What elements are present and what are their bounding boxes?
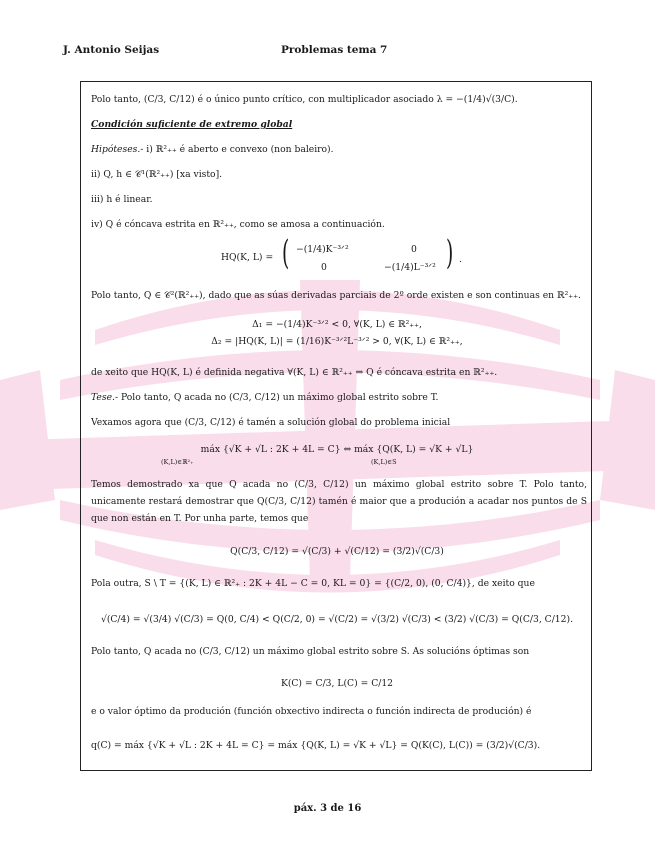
thesis-label: Tese.: [91, 392, 115, 403]
thesis-text: - Polo tanto, Q acada no (C/3, C/12) un máximo global estrito sobre T.: [114, 392, 439, 403]
hypothesis-i: [91, 144, 334, 156]
hessian-label: HQ(K, L) =: [221, 252, 274, 263]
minor-delta-1: Δ₁ = −(1/4)K⁻³ᐟ² < 0, ∀(K, L) ∈ ℝ²₊₊,: [252, 319, 422, 330]
class-c2-line: Polo tanto, Q ∈ 𝒞²(ℝ²₊₊), dado que as súas derivadas parciais de 2º orde existen e son continuas en ℝ²₊₊.: [91, 290, 581, 301]
matrix-period: .: [459, 254, 462, 265]
optimal-solutions: K(C) = C/3, L(C) = C/12: [280, 678, 394, 689]
hypothesis-iii: iii) h é linear.: [91, 194, 153, 205]
hypothesis-label: Hipóteses.: [91, 144, 141, 155]
set-difference-line: Pola outra, S \ T = {(K, L) ∈ ℝ²₊ : 2K + 4L − C = 0, KL = 0} = {(C/2, 0), (0, C/4)}, de xeito que: [91, 578, 535, 589]
page-number: páx. 3 de 16: [293, 803, 362, 814]
minor-delta-2: Δ₂ = |HQ(K, L)| = (1/16)K⁻³ᐟ²L⁻³ᐟ² > 0, ∀(K, L) ∈ ℝ²₊₊,: [211, 336, 463, 347]
temos-paragraph: Temos demostrado xa que Q acada no (C/3, C/12) un máximo global estrito sobre T. Polo tanto, unicamente restará demostrar que Q(C/3, C/12) tamén é maior que a produción a acadar nos puntos de S que non están en T. Por unha parte, temos que: [91, 479, 587, 524]
content-frame: [80, 81, 592, 771]
critical-point-line: Polo tanto, (C/3, C/12) é o único punto crítico, con multiplicador asociado λ = −(1/4)√(3/C).: [91, 94, 518, 105]
matrix-cell-22: −(1/4)L⁻³ᐟ²: [384, 262, 436, 273]
inequality-chain: √(C/4) = √(3/4) √(C/3) = Q(0, C/4) < Q(C/2, 0) = √(C/2) = √(3/2) √(C/3) < (3/2) √(C/3) = Q(C/3, C/12).: [100, 614, 574, 625]
equivalent-problems: máx {√K + √L : 2K + 4L = C} ⇔ máx {Q(K, L) = √K + √L}: [200, 444, 474, 455]
hypothesis-iv: iv) Q é cóncava estrita en ℝ²₊₊, como se amosa a continuación.: [91, 219, 385, 230]
indirect-function-equation: q(C) = máx {√K + √L : 2K + 4L = C} = máx {Q(K, L) = √K + √L} = Q(K(C), L(C)) = (3/2)√(C/3).: [91, 740, 541, 751]
max-subscript-2: (K,L)∈S: [371, 458, 397, 466]
global-max-line: Polo tanto, Q acada no (C/3, C/12) un máximo global estrito sobre S. As solucións óptimas son: [91, 646, 530, 657]
vexamos-line: Vexamos agora que (C/3, C/12) é tamén a solución global do problema inicial: [91, 417, 451, 428]
header-author: J. Antonio Seijas: [63, 44, 160, 56]
matrix-cell-11: −(1/4)K⁻³ᐟ²: [296, 244, 349, 255]
header-title: Problemas tema 7: [281, 44, 388, 56]
optimal-value-line: e o valor óptimo da produción (función obxectivo indirecta o función indirecta de produción) é: [91, 706, 532, 717]
hypothesis-ii: ii) Q, h ∈ 𝒞¹(ℝ²₊₊) [xa visto].: [91, 169, 223, 180]
q-value-equation: Q(C/3, C/12) = √(C/3) + √(C/12) = (3/2)√(C/3): [230, 546, 444, 557]
max-subscript-1: (K,L)∈ℝ²₊: [161, 458, 194, 466]
right-paren: ): [445, 233, 454, 273]
matrix-cell-21: 0: [321, 262, 327, 273]
left-paren: (: [281, 233, 290, 273]
matrix-cell-12: 0: [411, 244, 417, 255]
negative-definite-line: de xeito que HQ(K, L) é definida negativa ∀(K, L) ∈ ℝ²₊₊ ⇒ Q é cóncava estrita en ℝ²₊₊.: [91, 367, 498, 378]
thesis-line: [91, 392, 438, 404]
section-heading: Condición suficiente de extremo global: [91, 119, 293, 130]
hypothesis-i-text: - i) ℝ²₊₊ é aberto e convexo (non baleiro).: [140, 144, 334, 155]
